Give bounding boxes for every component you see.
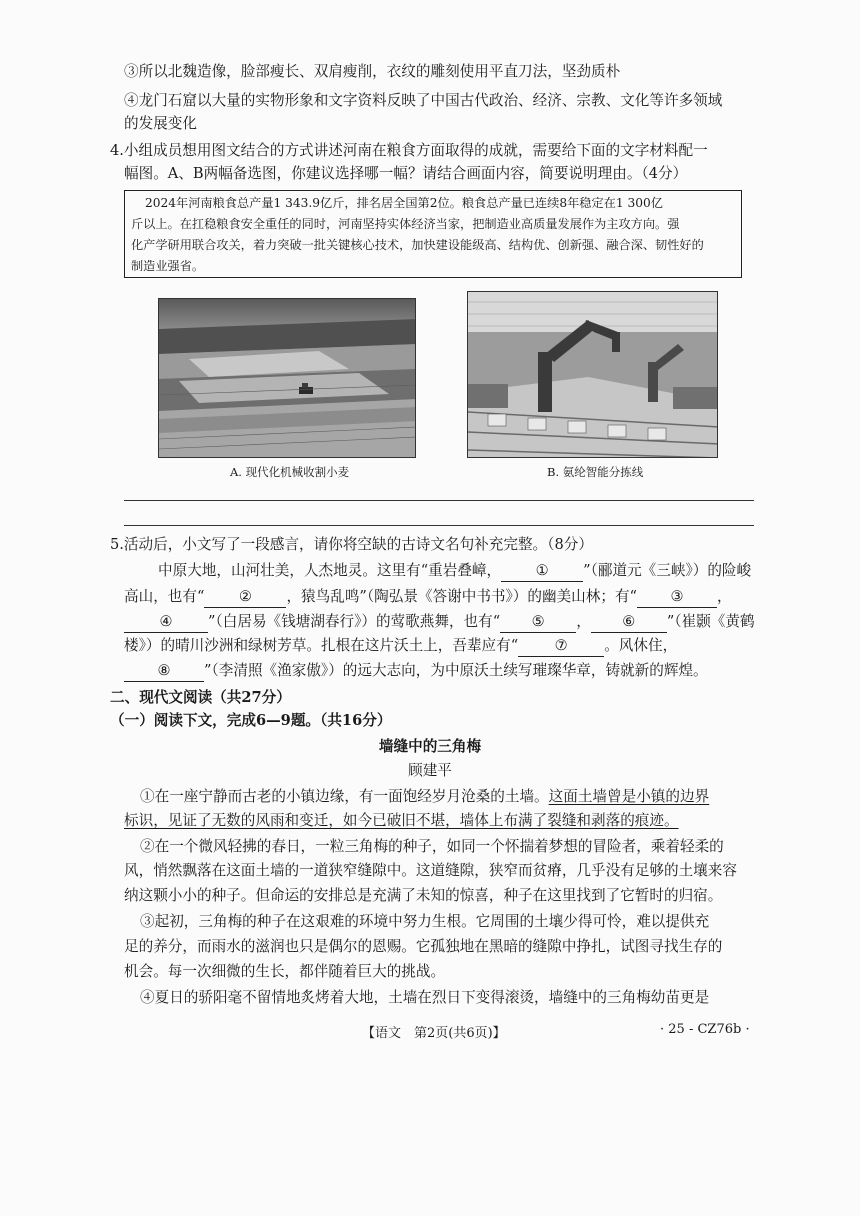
q5-text: 高山，也有“ (124, 588, 205, 605)
figure-a-caption: A. 现代化机械收割小麦 (230, 465, 350, 479)
page-label: 【语文 第2页(共6页)】 (362, 1026, 506, 1041)
article-author: 顾建平 (408, 762, 452, 779)
material-line-1: 2024年河南粮食总产量1 343.9亿斤，排名居全国第2位。粮食总产量已连续8年稳定在1 300亿 (145, 196, 663, 210)
q5-text: ”（李清照《渔家傲》）的远大志向，为中原沃土续写璀璨华章，铸就新的辉煌。 (204, 662, 708, 679)
q5-line-1 (158, 561, 751, 582)
blank-4[interactable] (124, 612, 208, 633)
section-2-title: 二、现代文阅读（共27分） (110, 689, 291, 706)
article-title: 墙缝中的三角梅 (378, 738, 482, 755)
blank-2[interactable] (204, 587, 286, 608)
option-4-line-1: ④龙门石窟以大量的实物形象和文字资料反映了中国古代政治、经济、宗教、文化等许多领域 (124, 92, 723, 109)
blank-5[interactable] (500, 612, 576, 633)
section-2-subtitle: （一）阅读下文，完成6—9题。（共16分） (110, 712, 392, 729)
q5-text: 楼》）的晴川沙洲和绿树芳草。扎根在这片沃土上，吾辈应有“ (124, 637, 519, 654)
question-5-title: 5.活动后，小文写了一段感言，请你将空缺的古诗文名句补充完整。（8分） (110, 536, 593, 553)
q5-text: ”（白居易《钱塘湖春行》）的莺歌燕舞，也有“ (208, 613, 501, 630)
q5-line-5 (124, 661, 708, 682)
paragraph-3-line-2: 足的养分，而雨水的滋润也只是偶尔的恩赐。它孤独地在黑暗的缝隙中挣扎，试图寻找生存的 (124, 938, 723, 955)
paragraph-1-line-1 (140, 787, 709, 807)
paper-code: · 25 - CZ76b · (660, 1022, 750, 1037)
q5-text: ”（崔颢《黄鹤 (666, 613, 755, 630)
blank-number: ② (238, 588, 252, 605)
blank-number: ⑥ (622, 613, 636, 630)
answer-line-1[interactable] (124, 500, 754, 501)
figure-b-sorting-line-image (467, 291, 718, 458)
material-box (124, 190, 742, 278)
q5-text: ，猿鸟乱鸣”（陶弘景《答谢中书书》）的幽美山林；有“ (286, 588, 638, 605)
blank-number: ⑤ (531, 613, 545, 630)
option-3: ③所以北魏造像，脸部瘦长、双肩瘦削，衣纹的雕刻使用平直刀法，坚劲质朴 (124, 63, 621, 80)
paragraph-2-line-2: 风，悄然飘落在这面土墙的一道狭窄缝隙中。这道缝隙，狭窄而贫瘠，几乎没有足够的土壤来容 (124, 862, 737, 879)
q5-text: ， (717, 588, 732, 605)
material-line-2: 斤以上。在扛稳粮食安全重任的同时，河南坚持实体经济当家，把制造业高质量发展作为主攻方向。强 (131, 217, 680, 231)
p1-underlined-text: 这面土墙曾是小镇的边界 (548, 788, 710, 805)
blank-number: ① (535, 562, 549, 579)
paragraph-4-line-1: ④夏日的骄阳毫不留情地炙烤着大地，土墙在烈日下变得滚烫，墙缝中的三角梅幼苗更是 (140, 989, 710, 1006)
q5-line-3 (124, 612, 755, 633)
blank-number: ⑧ (157, 662, 171, 679)
q5-text: 。风休住， (604, 637, 678, 654)
paragraph-3-line-3: 机会。每一次细微的生长，都伴随着巨大的挑战。 (124, 963, 446, 980)
blank-number: ③ (670, 588, 684, 605)
figure-b-caption: B. 氨纶智能分拣线 (547, 465, 644, 479)
blank-6[interactable] (591, 612, 667, 633)
figure-a-wheat-harvest-image (158, 298, 416, 458)
blank-number: ⑦ (554, 637, 568, 654)
q5-line-2 (124, 587, 732, 608)
paragraph-1-line-2: 标识，见证了无数的风雨和变迁，如今已破旧不堪，墙体上布满了裂缝和剥落的痕迹。 (124, 812, 679, 829)
material-line-4: 制造业强省。 (131, 259, 205, 273)
blank-number: ④ (159, 613, 173, 630)
option-4-line-2: 的发展变化 (124, 115, 197, 132)
q5-text: ， (576, 613, 591, 630)
blank-3[interactable] (637, 587, 717, 608)
p1-text: ①在一座宁静而古老的小镇边缘，有一面饱经岁月沧桑的土墙。 (140, 788, 549, 805)
answer-line-2[interactable] (124, 525, 754, 526)
paragraph-3-line-1: ③起初，三角梅的种子在这艰难的环境中努力生根。它周围的土壤少得可怜，难以提供充 (140, 913, 710, 930)
q5-text: ”（郦道元《三峡》）的险峻 (583, 562, 752, 579)
blank-8[interactable] (124, 661, 204, 682)
blank-1[interactable] (501, 561, 583, 582)
paragraph-2-line-3: 纳这颗小小的种子。但命运的安排总是充满了未知的惊喜，种子在这里找到了它暂时的归宿。 (124, 887, 723, 904)
q5-line-4 (124, 636, 677, 657)
robot-arm-sorting-line-illustration (468, 292, 718, 458)
wheat-field-illustration (159, 299, 416, 458)
blank-7[interactable] (518, 636, 604, 657)
question-4-line-2: 幅图。A、B两幅备选图，你建议选择哪一幅？请结合画面内容，简要说明理由。（4分） (124, 165, 688, 182)
q5-text: 中原大地，山河壮美，人杰地灵。这里有“重岩叠嶂， (158, 562, 502, 579)
material-line-3: 化产学研用联合攻关，着力突破一批关键核心技术，加快建设能级高、结构优、创新强、融合深、韧性好的 (131, 238, 704, 252)
question-4-line-1: 4.小组成员想用图文结合的方式讲述河南在粮食方面取得的成就，需要给下面的文字材料配一 (110, 142, 708, 159)
paragraph-2-line-1: ②在一个微风轻拂的春日，一粒三角梅的种子，如同一个怀揣着梦想的冒险者，乘着轻柔的 (140, 838, 724, 855)
